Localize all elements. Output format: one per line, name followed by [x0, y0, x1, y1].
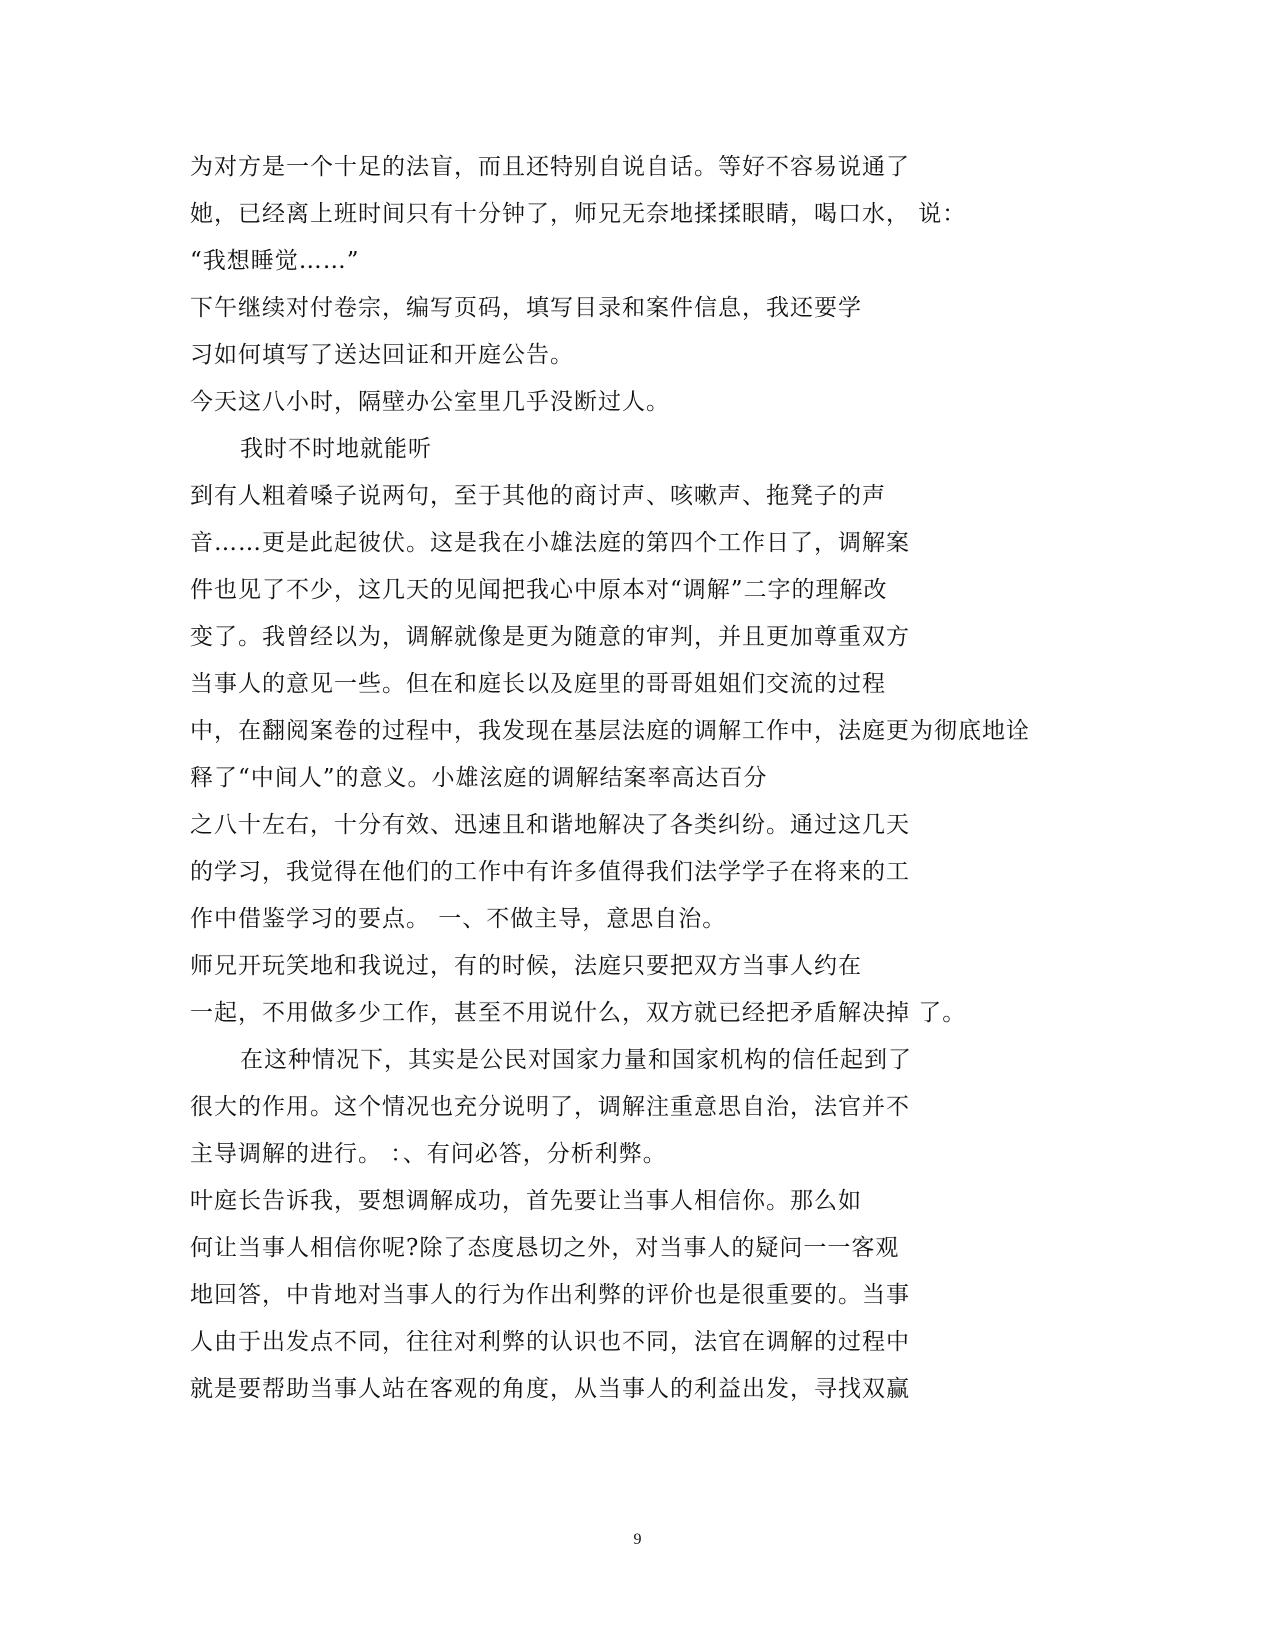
- text-line: 当事人的意见一些。但在和庭长以及庭里的哥哥姐姐们交流的过程: [190, 671, 886, 697]
- text-line: 很大的作用。这个情况也充分说明了，调解注重意思自治，法官并不: [190, 1094, 910, 1120]
- text-line: 作中借鉴学习的要点。 一、不做主导，意思自治。: [190, 906, 727, 932]
- text-line: 今天这八小时，隔壁办公室里几乎没断过人。: [190, 389, 670, 415]
- text-line: 释了“中间人”的意义。小雄泫庭的调解结案率高达百分: [190, 765, 768, 791]
- text-line: 师兄开玩笑地和我说过，有的时候，法庭只要把双方当事人约在: [190, 953, 862, 979]
- text-line: 变了。我曾经以为，调解就像是更为随意的审判，并且更加尊重双方: [190, 624, 910, 650]
- text-line: 人由于出发点不同，往往对利弊的认识也不同，法官在调解的过程中: [190, 1329, 910, 1355]
- text-line: 她，已经离上班时间只有十分钟了，师兄无奈地揉揉眼睛，喝口水， 说：: [190, 201, 967, 227]
- text-line: 地回答，中肯地对当事人的行为作出利弊的评价也是很重要的。当事: [190, 1282, 910, 1308]
- text-line: 下午继续对付卷宗，编写页码，填写目录和案件信息，我还要学: [190, 295, 862, 321]
- text-line: 到有人粗着嗓子说两句，至于其他的商讨声、咳嗽声、拖凳子的声: [190, 483, 886, 509]
- text-line: 主导调解的进行。 ：、有问必答，分析利弊。: [190, 1141, 667, 1167]
- page-number: 9: [633, 1531, 642, 1548]
- text-line: 就是要帮助当事人站在客观的角度，从当事人的利益出发，寻找双赢: [190, 1376, 910, 1402]
- text-line: 为对方是一个十足的法盲，而且还特别自说自话。等好不容易说通了: [190, 154, 910, 180]
- text-line: 音……更是此起彼伏。这是我在小雄法庭的第四个工作日了，调解案: [190, 530, 910, 556]
- text-line: 在这种情况下，其实是公民对国家力量和国家机构的信任起到了: [240, 1047, 912, 1073]
- text-line: 何让当事人相信你呢?除了态度恳切之外，对当事人的疑问一一客观: [190, 1235, 900, 1261]
- text-line: 一起，不用做多少工作，甚至不用说什么，双方就已经把矛盾解决掉 了。: [190, 1000, 967, 1026]
- text-line: 习如何填写了送达回证和开庭公告。: [190, 342, 574, 368]
- text-line: 的学习，我觉得在他们的工作中有许多值得我们法学学子在将来的工: [190, 859, 910, 885]
- text-line: 之八十左右，十分有效、迅速且和谐地解决了各类纠纷。通过这几天: [190, 812, 910, 838]
- text-line: 件也见了不少，这几天的见闻把我心中原本对“调解”二字的理解改: [190, 577, 888, 603]
- text-line: “我想睡觉……”: [190, 248, 360, 274]
- text-line: 我时不时地就能听: [240, 436, 432, 462]
- text-line: 中，在翻阅案卷的过程中，我发现在基层法庭的调解工作中，法庭更为彻底地诠: [190, 718, 1030, 744]
- text-line: 叶庭长告诉我，要想调解成功，首先要让当事人相信你。那么如: [190, 1188, 862, 1214]
